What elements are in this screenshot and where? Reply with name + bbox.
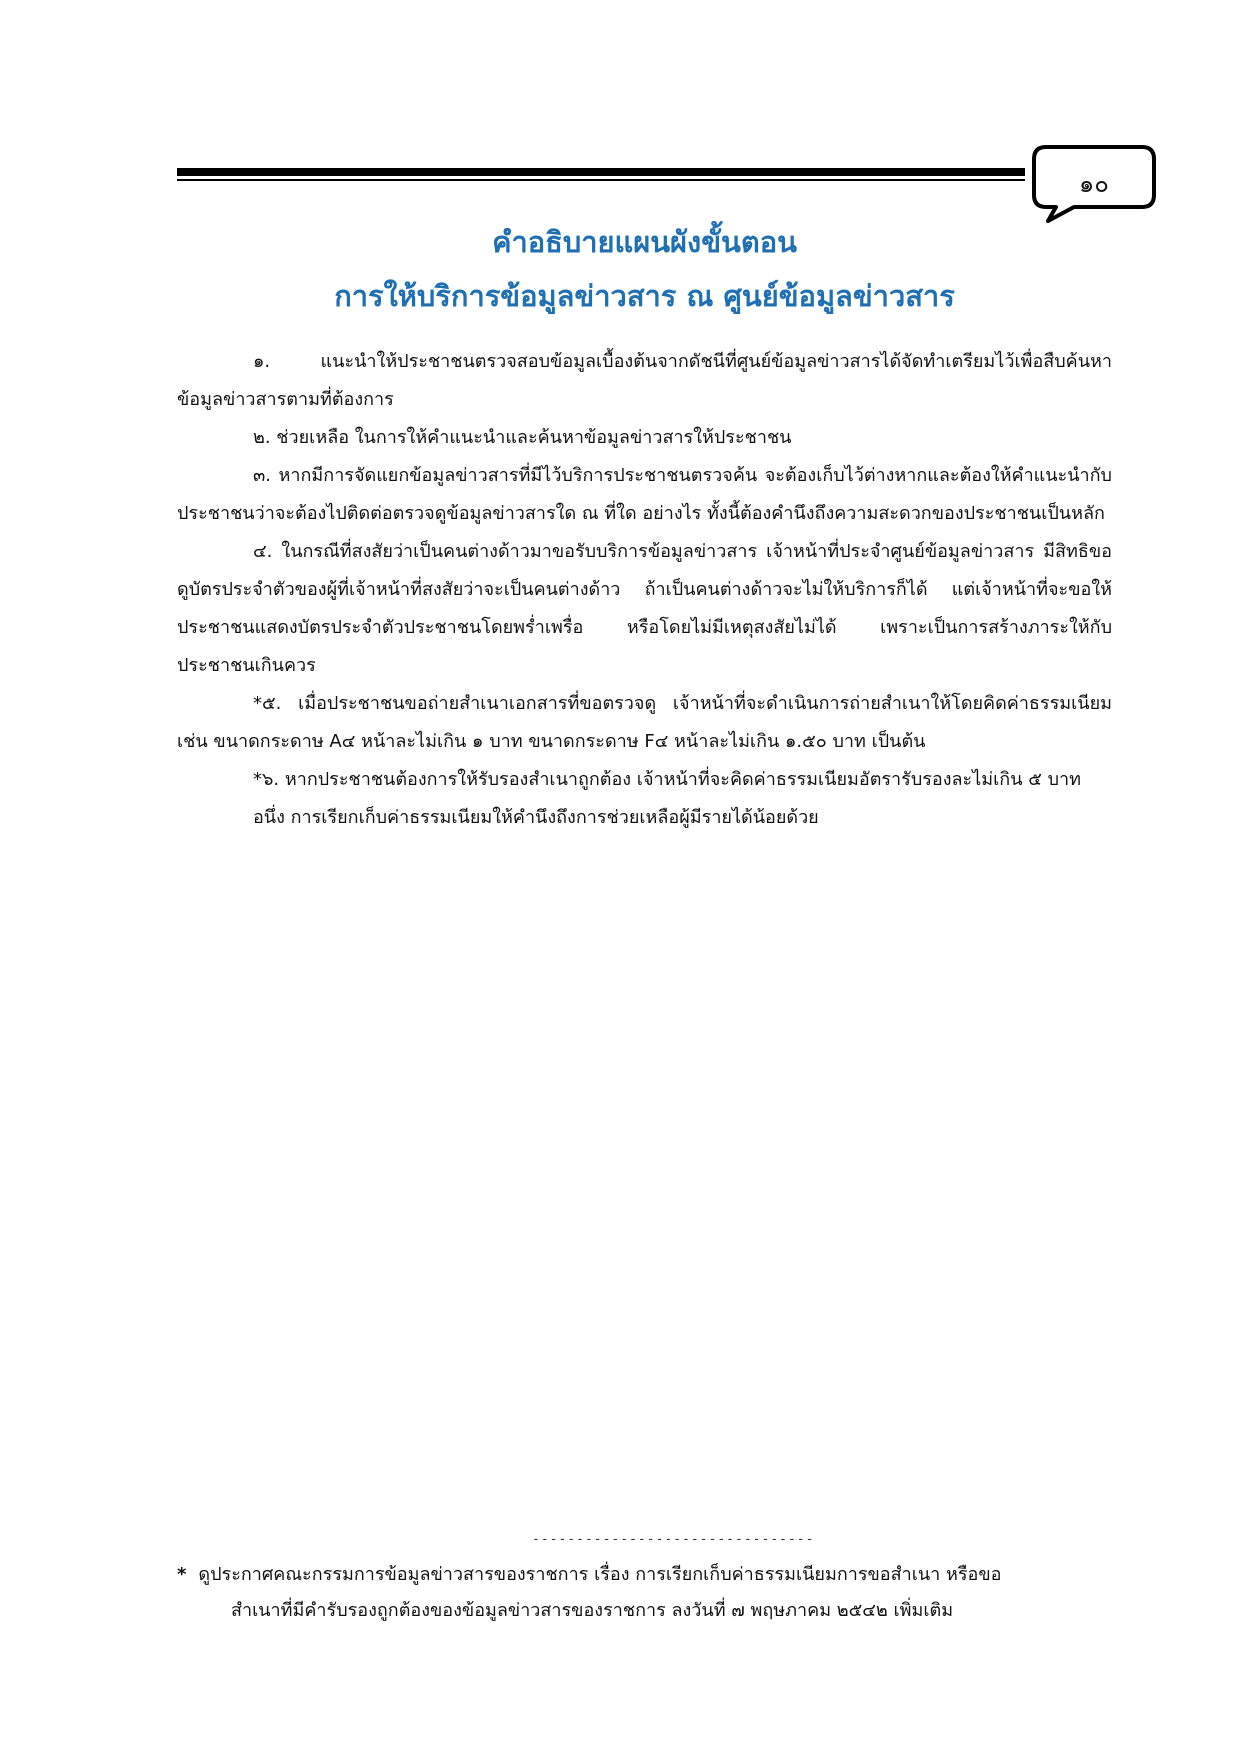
paragraph-item-4: ๔. ในกรณีที่สงสัยว่าเป็นคนต่างด้าวมาขอรับบริการข้อมูลข่าวสาร เจ้าหน้าที่ประจำศูนย์ข้อมูลข่าวสาร มีสิทธิขอดูบัตรประจำตัวของผู้ที่เจ้าหน้าที่สงสัยว่าจะเป็นคนต่างด้าว ถ้าเป็นคนต่างด้าวจะไม่ให้บริการก็ได้ แต่เจ้าหน้าที่จะขอให้ประชาชนแสดงบัตรประจำตัวประชาชนโดยพร่ำเพรื่อ หรือโดยไม่มีเหตุสงสัยไม่ได้ เพราะเป็นการสร้างภาระให้กับประชาชนเกินควร (177, 541, 1112, 676)
paragraph-item-6: *๖. หากประชาชนต้องการให้รับรองสำเนาถูกต้อง เจ้าหน้าที่จะคิดค่าธรรมเนียมอัตรารับรองละไม่เกิน ๕ บาท (253, 769, 1081, 790)
footnote (177, 1557, 1112, 1629)
page-number: ๑๐ (1079, 170, 1109, 198)
footnote-text-line1: ดูประกาศคณะกรรมการข้อมูลข่าวสารของราชการ เรื่อง การเรียกเก็บค่าธรรมเนียมการขอสำเนา หรือขอ (198, 1564, 1002, 1585)
page-title: คำอธิบายแผนผังขั้นตอน (492, 225, 797, 259)
page-number-badge (1030, 143, 1158, 225)
paragraph-item-2: ๒. ช่วยเหลือ ในการให้คำแนะนำและค้นหาข้อมูลข่าวสารให้ประชาชน (253, 427, 792, 448)
paragraph-item-3: ๓. หากมีการจัดแยกข้อมูลข่าวสารที่มีไว้บริการประชาชนตรวจค้น จะต้องเก็บไว้ต่างหากและต้องให้คำแนะนำกับประชาชนว่าจะต้องไปติดต่อตรวจดูข้อมูลข่าวสารใด ณ ที่ใด อย่างไร ทั้งนี้ต้องคำนึงถึงความสะดวกของประชาชนเป็นหลัก (177, 465, 1112, 524)
paragraph-item-1: ๑. แนะนำให้ประชาชนตรวจสอบข้อมูลเบื้องต้นจากดัชนีที่ศูนย์ข้อมูลข่าวสารได้จัดทำเตรียมไว้เพื่อสืบค้นหาข้อมูลข่าวสารตามที่ต้องการ (177, 351, 1112, 410)
header-rule-thick (177, 168, 1025, 176)
footnote-separator: -------------------------------- (532, 1532, 815, 1547)
paragraph-note: อนึ่ง การเรียกเก็บค่าธรรมเนียมให้คำนึงถึงการช่วยเหลือผู้มีรายได้น้อยด้วย (253, 807, 819, 828)
page-subtitle: การให้บริการข้อมูลข่าวสาร ณ ศูนย์ข้อมูลข่าวสาร (334, 279, 955, 313)
document-body (177, 343, 1112, 837)
footnote-text-line2: สำเนาที่มีคำรับรองถูกต้องของข้อมูลข่าวสารของราชการ ลงวันที่ ๗ พฤษภาคม ๒๕๔๒ เพิ่มเติม (231, 1600, 954, 1621)
header-rule-thin (177, 179, 1025, 181)
footnote-marker: * (177, 1564, 187, 1585)
paragraph-item-5: *๕. เมื่อประชาชนขอถ่ายสำเนาเอกสารที่ขอตรวจดู เจ้าหน้าที่จะดำเนินการถ่ายสำเนาให้โดยคิดค่าธรรมเนียม เช่น ขนาดกระดาษ A๔ หน้าละไม่เกิน ๑ บาท ขนาดกระดาษ F๔ หน้าละไม่เกิน ๑.๕๐ บาท เป็นต้น (177, 693, 1112, 752)
